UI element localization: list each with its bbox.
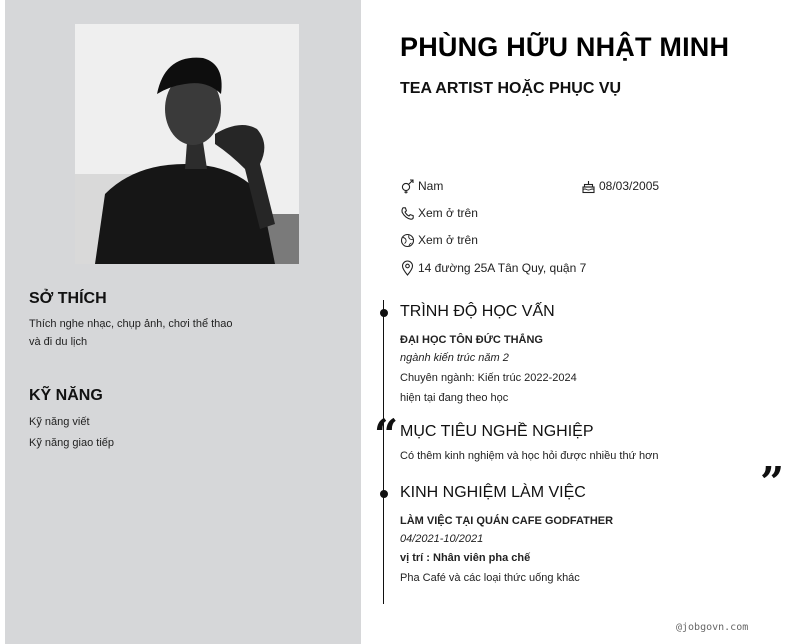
address-row [400,259,586,277]
skills-heading: KỸ NĂNG [29,387,103,404]
candidate-name: PHÙNG HỮU NHẬT MINH [400,32,730,62]
skill-item: Kỹ năng viết [29,416,90,428]
education-school: ĐẠI HỌC TÔN ĐỨC THẮNG [400,334,543,346]
gender-value: Nam [418,179,444,193]
phone-value: Xem ở trên [418,206,478,220]
birthdate-value: 08/03/2005 [599,179,660,193]
gender-row [400,177,443,195]
education-heading: TRÌNH ĐỘ HỌC VẤN [400,303,555,320]
experience-heading: KINH NGHIỆM LÀM VIỆC [400,484,586,501]
phone-icon [400,206,415,221]
job-title: TEA ARTIST HOẶC PHỤC VỤ [400,80,622,97]
timeline-dot [380,490,388,498]
address-value: 14 đường 25A Tân Quy, quận 7 [418,261,587,275]
cake-icon [581,179,596,194]
watermark: @jobgovn.com [676,622,749,633]
objective-text: Có thêm kinh nghiệm và học hỏi được nhiều thứ hơn [400,450,659,462]
education-status: hiện tại đang theo học [400,392,509,404]
open-quote-icon: “ [374,410,399,459]
web-value: Xem ở trên [418,233,478,247]
hobbies-heading: SỞ THÍCH [29,290,107,307]
experience-position: vị trí : Nhân viên pha chế [400,552,531,564]
globe-icon [400,233,415,248]
hobbies-text-line-2: và đi du lịch [29,336,88,348]
birthdate-row [581,177,659,195]
education-program: ngành kiến trúc năm 2 [400,352,509,364]
education-major: Chuyên ngành: Kiến trúc 2022-2024 [400,372,577,384]
experience-period: 04/2021-10/2021 [400,533,484,545]
map-pin-icon [400,261,415,276]
web-row [400,231,478,249]
experience-company: LÀM VIỆC TẠI QUÁN CAFE GODFATHER [400,515,614,527]
timeline-dot [380,309,388,317]
phone-row [400,204,478,222]
skill-item: Kỹ năng giao tiếp [29,437,115,449]
close-quote-icon: ” [760,458,785,507]
objective-heading: MỤC TIÊU NGHỀ NGHIỆP [400,423,594,440]
sidebar [5,0,361,644]
profile-photo [75,24,299,264]
experience-detail: Pha Café và các loại thức uống khác [400,572,580,584]
gender-icon [400,179,415,194]
hobbies-text-line-1: Thích nghe nhạc, chụp ảnh, chơi thể thao [29,318,233,330]
